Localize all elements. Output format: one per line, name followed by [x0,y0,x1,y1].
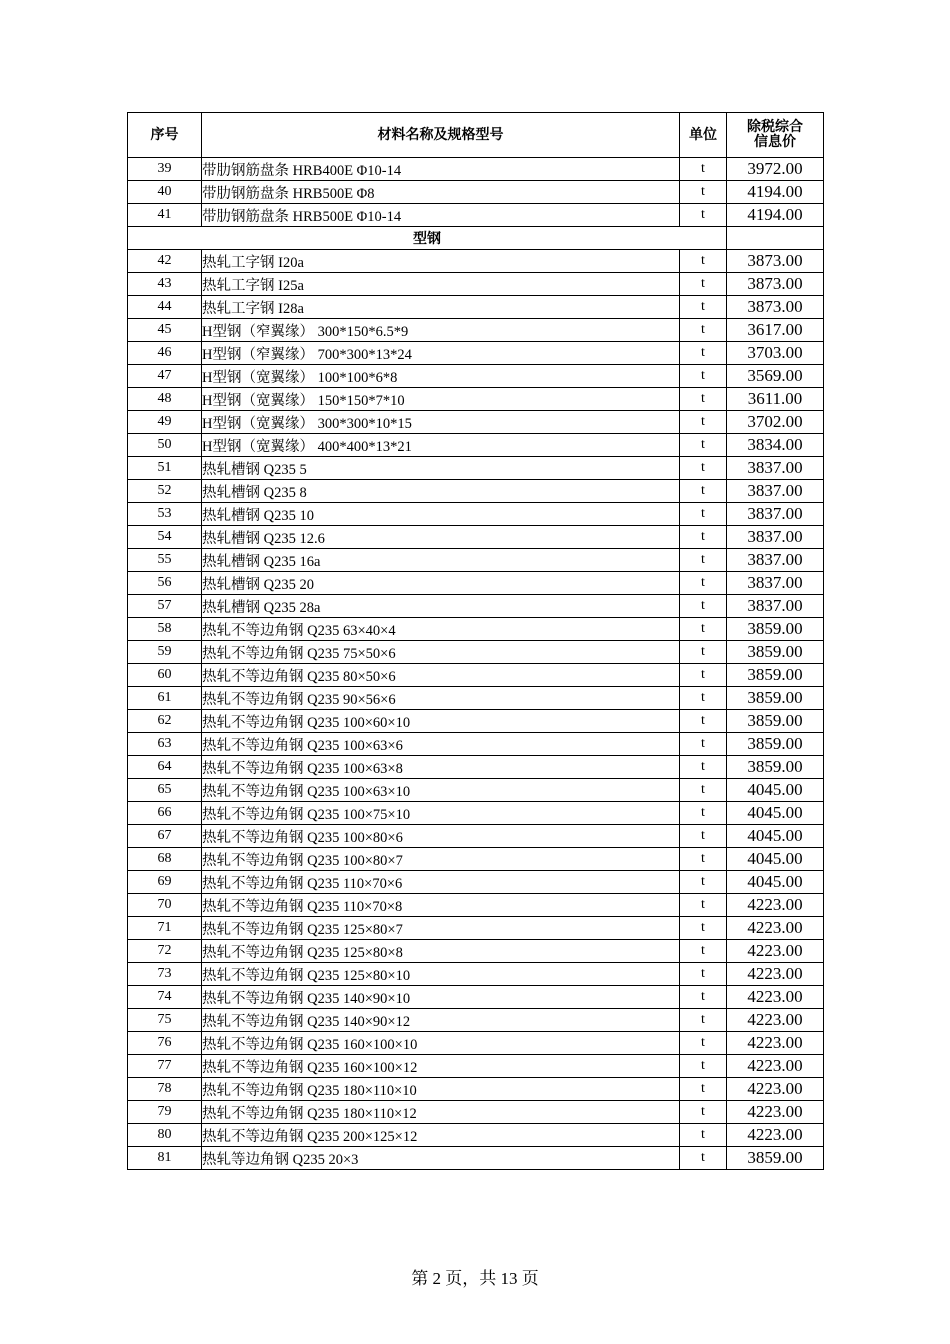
unit: t [680,342,727,365]
material-name: 热轧不等边角钢 Q235 100×80×7 [202,848,680,871]
table-row [128,480,824,503]
header-row [128,113,824,158]
material-name: 带肋钢筋盘条 HRB500E Φ10-14 [202,204,680,227]
material-name: 热轧不等边角钢 Q235 90×56×6 [202,687,680,710]
unit: t [680,779,727,802]
table-row [128,503,824,526]
table-row [128,365,824,388]
row-number: 56 [128,572,202,595]
unit: t [680,595,727,618]
material-name: 热轧工字钢 I28a [202,296,680,319]
row-number: 63 [128,733,202,756]
material-name: 热轧槽钢 Q235 28a [202,595,680,618]
material-name: 热轧工字钢 I25a [202,273,680,296]
price: 4194.00 [727,204,824,227]
price: 3859.00 [727,1147,824,1170]
row-number: 59 [128,641,202,664]
table-row [128,1147,824,1170]
unit: t [680,503,727,526]
row-number: 44 [128,296,202,319]
table-row [128,181,824,204]
table-row [128,733,824,756]
price: 3873.00 [727,250,824,273]
material-name: 热轧槽钢 Q235 16a [202,549,680,572]
unit: t [680,181,727,204]
row-number: 46 [128,342,202,365]
table-row [128,756,824,779]
price: 3873.00 [727,273,824,296]
section-title: 型钢 [128,227,727,250]
unit: t [680,158,727,181]
price: 3859.00 [727,687,824,710]
material-name: 热轧不等边角钢 Q235 100×63×6 [202,733,680,756]
price: 3702.00 [727,411,824,434]
price: 3703.00 [727,342,824,365]
table-row [128,687,824,710]
row-number: 39 [128,158,202,181]
material-name: H型钢（宽翼缘） 100*100*6*8 [202,365,680,388]
row-number: 75 [128,1009,202,1032]
row-number: 45 [128,319,202,342]
price: 4045.00 [727,779,824,802]
material-name: 热轧不等边角钢 Q235 140×90×10 [202,986,680,1009]
table-row [128,595,824,618]
unit: t [680,733,727,756]
row-number: 42 [128,250,202,273]
material-name: 热轧不等边角钢 Q235 180×110×12 [202,1101,680,1124]
material-name: 热轧槽钢 Q235 20 [202,572,680,595]
unit: t [680,526,727,549]
row-number: 54 [128,526,202,549]
unit: t [680,710,727,733]
unit: t [680,572,727,595]
table-row [128,664,824,687]
table-row [128,1101,824,1124]
row-number: 55 [128,549,202,572]
price: 4045.00 [727,825,824,848]
price: 4223.00 [727,917,824,940]
material-name: 热轧不等边角钢 Q235 180×110×10 [202,1078,680,1101]
unit: t [680,1147,727,1170]
row-number: 66 [128,802,202,825]
table-row [128,342,824,365]
price: 3859.00 [727,664,824,687]
material-name: 热轧槽钢 Q235 12.6 [202,526,680,549]
unit: t [680,1032,727,1055]
row-number: 69 [128,871,202,894]
table-row [128,917,824,940]
unit: t [680,802,727,825]
material-name: H型钢（宽翼缘） 300*300*10*15 [202,411,680,434]
price: 4223.00 [727,963,824,986]
unit: t [680,756,727,779]
row-number: 73 [128,963,202,986]
table-row [128,204,824,227]
material-name: 热轧不等边角钢 Q235 125×80×8 [202,940,680,963]
table-body-top [128,158,824,227]
table-row [128,894,824,917]
row-number: 62 [128,710,202,733]
unit: t [680,296,727,319]
table-row [128,434,824,457]
table-row [128,940,824,963]
unit: t [680,917,727,940]
price: 4194.00 [727,181,824,204]
table-row [128,273,824,296]
row-number: 49 [128,411,202,434]
row-number: 50 [128,434,202,457]
unit: t [680,1101,727,1124]
unit: t [680,319,727,342]
unit: t [680,1124,727,1147]
price: 3859.00 [727,710,824,733]
row-number: 80 [128,1124,202,1147]
material-name: 热轧不等边角钢 Q235 100×63×10 [202,779,680,802]
price: 3837.00 [727,595,824,618]
price: 3569.00 [727,365,824,388]
unit: t [680,963,727,986]
header-price-line1: 除税综合 [747,119,803,135]
section-empty-cell [727,227,824,250]
material-name: H型钢（宽翼缘） 400*400*13*21 [202,434,680,457]
price: 3834.00 [727,434,824,457]
price: 4223.00 [727,1101,824,1124]
material-name: 热轧不等边角钢 Q235 80×50×6 [202,664,680,687]
price: 3837.00 [727,526,824,549]
price-table [127,112,824,1170]
material-name: 热轧不等边角钢 Q235 140×90×12 [202,1009,680,1032]
row-number: 52 [128,480,202,503]
unit: t [680,434,727,457]
unit: t [680,1078,727,1101]
row-number: 70 [128,894,202,917]
header-no: 序号 [128,113,202,158]
price: 3859.00 [727,756,824,779]
row-number: 74 [128,986,202,1009]
material-name: 热轧不等边角钢 Q235 110×70×8 [202,894,680,917]
price: 4045.00 [727,802,824,825]
table-row [128,296,824,319]
unit: t [680,848,727,871]
price: 4223.00 [727,1055,824,1078]
price: 4223.00 [727,1124,824,1147]
material-name: 热轧槽钢 Q235 10 [202,503,680,526]
material-name: 热轧不等边角钢 Q235 100×60×10 [202,710,680,733]
unit: t [680,549,727,572]
table-row [128,1032,824,1055]
price: 3859.00 [727,733,824,756]
table-row [128,779,824,802]
row-number: 61 [128,687,202,710]
price: 3837.00 [727,480,824,503]
row-number: 48 [128,388,202,411]
row-number: 77 [128,1055,202,1078]
unit: t [680,618,727,641]
price: 4045.00 [727,871,824,894]
row-number: 64 [128,756,202,779]
row-number: 40 [128,181,202,204]
material-name: H型钢（窄翼缘） 300*150*6.5*9 [202,319,680,342]
table-row [128,963,824,986]
table-row [128,825,824,848]
price: 3611.00 [727,388,824,411]
row-number: 68 [128,848,202,871]
material-name: 热轧槽钢 Q235 8 [202,480,680,503]
price: 3837.00 [727,457,824,480]
unit: t [680,388,727,411]
row-number: 78 [128,1078,202,1101]
table-row [128,710,824,733]
unit: t [680,871,727,894]
row-number: 57 [128,595,202,618]
unit: t [680,273,727,296]
row-number: 79 [128,1101,202,1124]
row-number: 67 [128,825,202,848]
price: 4223.00 [727,894,824,917]
table-row [128,526,824,549]
table-row [128,618,824,641]
material-name: 热轧不等边角钢 Q235 100×75×10 [202,802,680,825]
header-price-line2: 信息价 [754,134,796,150]
unit: t [680,250,727,273]
unit: t [680,365,727,388]
unit: t [680,204,727,227]
unit: t [680,457,727,480]
table-row [128,1124,824,1147]
material-name: 热轧不等边角钢 Q235 63×40×4 [202,618,680,641]
section-row [128,227,824,250]
material-name: H型钢（宽翼缘） 150*150*7*10 [202,388,680,411]
price: 3837.00 [727,572,824,595]
price: 3873.00 [727,296,824,319]
row-number: 41 [128,204,202,227]
price: 3859.00 [727,618,824,641]
unit: t [680,480,727,503]
material-name: 热轧槽钢 Q235 5 [202,457,680,480]
material-name: H型钢（窄翼缘） 700*300*13*24 [202,342,680,365]
price: 4045.00 [727,848,824,871]
row-number: 76 [128,1032,202,1055]
table-row [128,871,824,894]
table-row [128,411,824,434]
unit: t [680,687,727,710]
table-row [128,549,824,572]
price: 4223.00 [727,1032,824,1055]
material-name: 热轧不等边角钢 Q235 160×100×12 [202,1055,680,1078]
price: 3617.00 [727,319,824,342]
header-name: 材料名称及规格型号 [202,113,680,158]
unit: t [680,894,727,917]
table-row [128,457,824,480]
material-name: 带肋钢筋盘条 HRB500E Φ8 [202,181,680,204]
unit: t [680,641,727,664]
table-row [128,986,824,1009]
row-number: 51 [128,457,202,480]
unit: t [680,1009,727,1032]
material-name: 热轧不等边角钢 Q235 110×70×6 [202,871,680,894]
material-name: 热轧工字钢 I20a [202,250,680,273]
unit: t [680,940,727,963]
table-row [128,641,824,664]
table-row [128,1078,824,1101]
material-name: 热轧不等边角钢 Q235 75×50×6 [202,641,680,664]
table-row [128,388,824,411]
table-row [128,1055,824,1078]
table-row [128,572,824,595]
table-body [128,250,824,1170]
row-number: 71 [128,917,202,940]
unit: t [680,1055,727,1078]
header-unit: 单位 [680,113,727,158]
material-name: 热轧不等边角钢 Q235 200×125×12 [202,1124,680,1147]
price: 3837.00 [727,549,824,572]
row-number: 72 [128,940,202,963]
material-name: 热轧不等边角钢 Q235 100×63×8 [202,756,680,779]
table-row [128,1009,824,1032]
price: 3972.00 [727,158,824,181]
header-price [727,113,824,158]
material-name: 带肋钢筋盘条 HRB400E Φ10-14 [202,158,680,181]
row-number: 58 [128,618,202,641]
row-number: 47 [128,365,202,388]
section-body [128,227,824,250]
row-number: 53 [128,503,202,526]
price: 4223.00 [727,940,824,963]
table-row [128,802,824,825]
unit: t [680,825,727,848]
material-name: 热轧不等边角钢 Q235 125×80×10 [202,963,680,986]
material-name: 热轧不等边角钢 Q235 100×80×6 [202,825,680,848]
material-name: 热轧不等边角钢 Q235 125×80×7 [202,917,680,940]
table-row [128,250,824,273]
material-name: 热轧等边角钢 Q235 20×3 [202,1147,680,1170]
row-number: 60 [128,664,202,687]
price: 4223.00 [727,1009,824,1032]
price: 4223.00 [727,1078,824,1101]
price: 3837.00 [727,503,824,526]
unit: t [680,986,727,1009]
page-number: 第 2 页，共 13 页 [411,1269,539,1288]
row-number: 43 [128,273,202,296]
unit: t [680,411,727,434]
row-number: 65 [128,779,202,802]
material-name: 热轧不等边角钢 Q235 160×100×10 [202,1032,680,1055]
price: 3859.00 [727,641,824,664]
table-row [128,319,824,342]
table-row [128,848,824,871]
row-number: 81 [128,1147,202,1170]
price: 4223.00 [727,986,824,1009]
unit: t [680,664,727,687]
table-row [128,158,824,181]
